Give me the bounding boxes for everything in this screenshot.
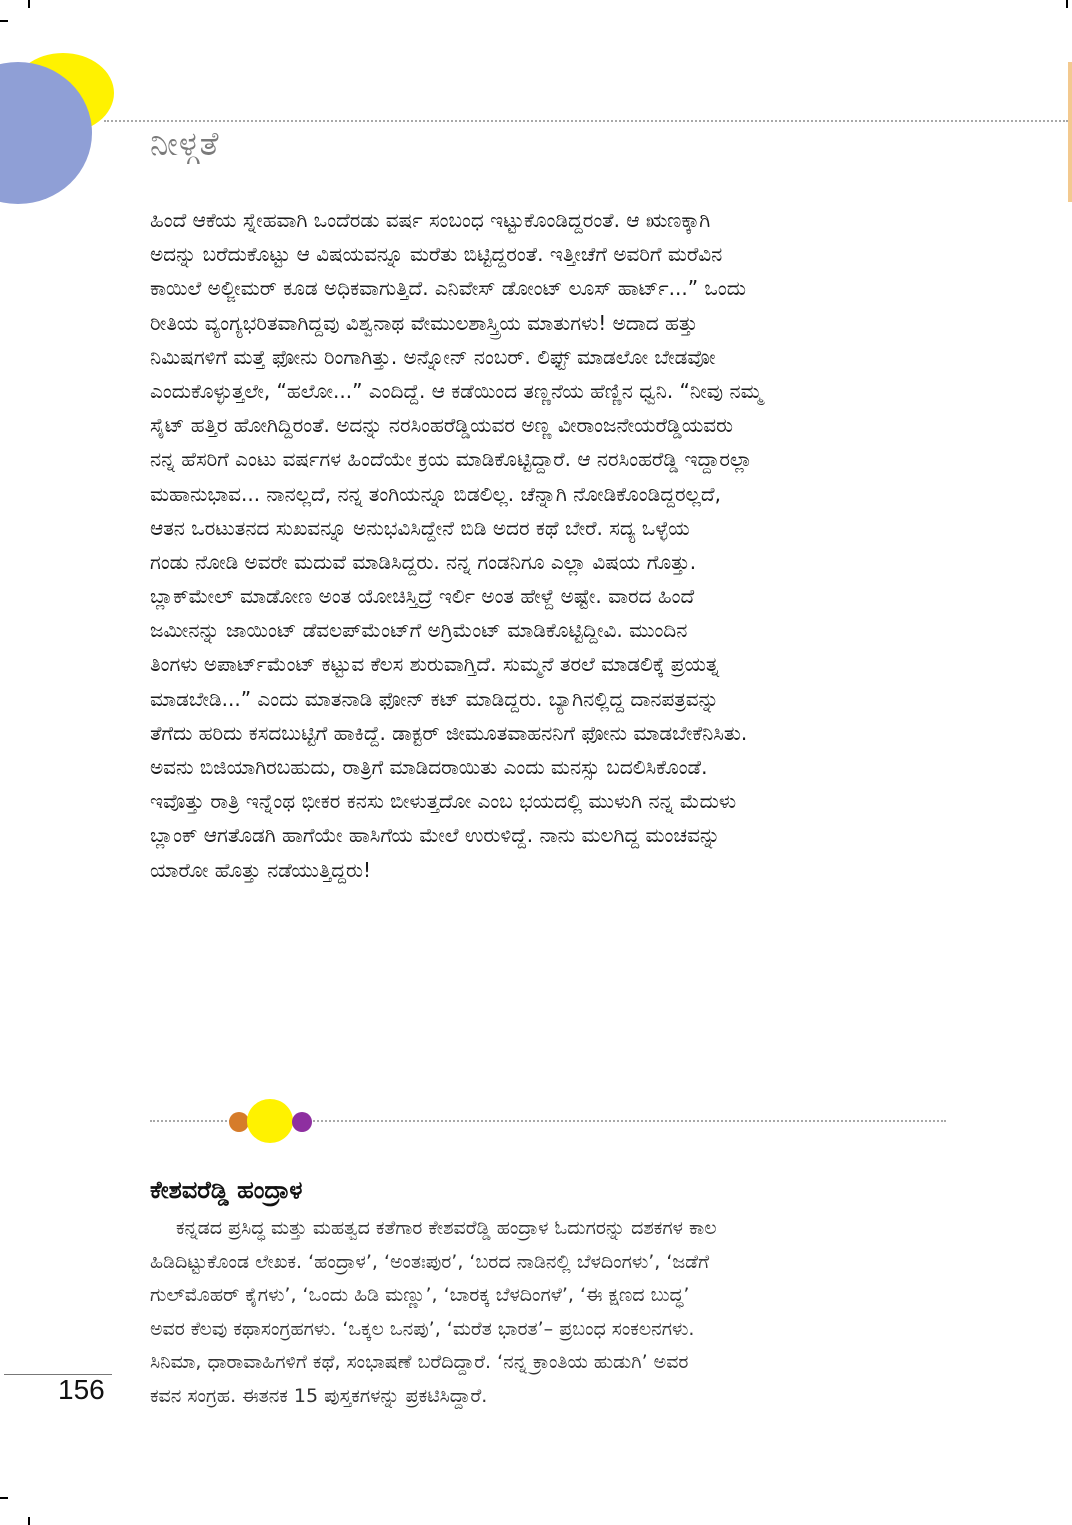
crop-mark — [28, 1517, 30, 1525]
story-line: ತಿಂಗಳು ಅಪಾರ್ಟ್‌ಮೆಂಟ್ ಕಟ್ಟುವ ಕೆಲಸ ಶುರುವಾಗ್ತಿದೆ. ಸುಮ್ಮನೆ ತರಲೆ ಮಾಡಲಿಕ್ಕೆ ಪ್ರಯತ್ನ — [150, 652, 720, 677]
story-line: ಆತನ ಒರಟುತನದ ಸುಖವನ್ನೂ ಅನುಭವಿಸಿದ್ದೇನೆ ಬಿಡಿ ಅದರ ಕಥೆ ಬೇರೆ. ಸದ್ಯ ಒಳ್ಳೆಯ — [150, 515, 690, 540]
bio-line: ಗುಲ್‌ಮೊಹರ್ ಕೈಗಳು’, ‘ಒಂದು ಹಿಡಿ ಮಣ್ಣು’, ‘ಬಾರಕ್ಕ ಬೆಳದಿಂಗಳೆ’, ‘ಈ ಕ್ಷಣದ ಬುದ್ಧ’ — [150, 1284, 690, 1307]
bio-line: ಅವರ ಕೆಲವು ಕಥಾಸಂಗ್ರಹಗಳು. ‘ಒಕ್ಕಲ ಒನಪು’, ‘ಮರೆತ ಭಾರತ’– ಪ್ರಬಂಧ ಸಂಕಲನಗಳು. — [150, 1317, 695, 1340]
story-line: ರೀತಿಯ ವ್ಯಂಗ್ಯಭರಿತವಾಗಿದ್ದವು ವಿಶ್ವನಾಥ ವೇಮುಲಶಾಸ್ತ್ರಿಯ ಮಾತುಗಳು! ಅದಾದ ಹತ್ತು — [150, 310, 698, 335]
story-line: ನಿಮಿಷಗಳಿಗೆ ಮತ್ತೆ ಫೋನು ರಿಂಗಾಗಿತ್ತು. ಅನ್ನೋನ್ ನಂಬರ್. ಲಿಫ್ಟ್ ಮಾಡಲೋ ಬೇಡವೋ — [150, 344, 716, 369]
header-dotted-rule — [104, 120, 1068, 122]
separator-purple-dot — [292, 1112, 312, 1132]
crop-mark — [28, 0, 30, 8]
edge-color-bar — [1068, 62, 1072, 202]
bio-line: ಕವನ ಸಂಗ್ರಹ. ಈತನಕ 15 ಪುಸ್ತಕಗಳನ್ನು ಪ್ರಕಟಿಸಿದ್ದಾರೆ. — [150, 1384, 488, 1407]
story-line: ಎಂದುಕೊಳ್ಳುತ್ತಲೇ, “ಹಲೋ...” ಎಂದಿದ್ದೆ. ಆ ಕಡೆಯಿಂದ ತಣ್ಣನೆಯ ಹೆಣ್ಣಿನ ಧ್ವನಿ. “ನೀವು ನಮ್ಮ — [150, 378, 763, 403]
bio-line: ಹಿಡಿದಿಟ್ಟುಕೊಂಡ ಲೇಖಕ. ‘ಹಂದ್ರಾಳ’, ‘ಅಂತಃಪುರ’, ‘ಬರದ ನಾಡಿನಲ್ಲಿ ಬೆಳದಿಂಗಳು’, ‘ಜಡೆಗೆ — [150, 1250, 710, 1273]
crop-mark — [0, 1497, 8, 1499]
page-number: 156 — [58, 1374, 105, 1405]
story-line: ಇವೊತ್ತು ರಾತ್ರಿ ಇನ್ನೆಂಥ ಭೀಕರ ಕನಸು ಬೀಳುತ್ತದೋ ಎಂಬ ಭಯದಲ್ಲಿ ಮುಳುಗಿ ನನ್ನ ಮೆದುಳು — [150, 789, 737, 814]
author-bio — [150, 1212, 950, 1414]
story-line: ತೆಗೆದು ಹರಿದು ಕಸದಬುಟ್ಟಿಗೆ ಹಾಕಿದ್ದೆ. ಡಾಕ್ಟರ್ ಜೀಮೂತವಾಹನನಿಗೆ ಫೋನು ಮಾಡಬೇಕೆನಿಸಿತು. — [150, 720, 748, 745]
story-line: ಮಹಾನುಭಾವ... ನಾನಲ್ಲದೆ, ನನ್ನ ತಂಗಿಯನ್ನೂ ಬಿಡಲಿಲ್ಲ. ಚೆನ್ನಾಗಿ ನೋಡಿಕೊಂಡಿದ್ದರಲ್ಲದೆ, — [150, 481, 721, 506]
story-line: ಮಾಡಬೇಡಿ...” ಎಂದು ಮಾತನಾಡಿ ಫೋನ್ ಕಟ್ ಮಾಡಿದ್ದರು. ಬ್ಯಾಗಿನಲ್ಲಿದ್ದ ದಾನಪತ್ರವನ್ನು — [150, 686, 719, 711]
story-line: ಬ್ಲಾಂಕ್ ಆಗತೊಡಗಿ ಹಾಗೆಯೇ ಹಾಸಿಗೆಯ ಮೇಲೆ ಉರುಳಿದ್ದೆ. ನಾನು ಮಲಗಿದ್ದ ಮಂಚವನ್ನು — [150, 823, 721, 848]
story-line: ನನ್ನ ಹೆಸರಿಗೆ ಎಂಟು ವರ್ಷಗಳ ಹಿಂದೆಯೇ ಕ್ರಯ ಮಾಡಿಕೊಟ್ಟಿದ್ದಾರೆ. ಆ ನರಸಿಂಹರೆಡ್ಡಿ ಇದ್ದಾರಲ್ಲಾ — [150, 447, 753, 472]
story-body — [150, 203, 950, 887]
separator-yellow-dot — [247, 1099, 293, 1143]
separator-orange-dot — [229, 1112, 249, 1132]
author-name: ಕೇಶವರೆಡ್ಡಿ ಹಂದ್ರಾಳ — [150, 1176, 303, 1204]
crop-mark — [0, 20, 8, 22]
story-line: ಹಿಂದೆ ಆಕೆಯ ಸ್ನೇಹವಾಗಿ ಒಂದೆರಡು ವರ್ಷ ಸಂಬಂಧ ಇಟ್ಟುಕೊಂಡಿದ್ದರಂತೆ. ಆ ಋಣಕ್ಕಾಗಿ — [150, 208, 711, 232]
story-line: ಗಂಡು ನೋಡಿ ಅವರೇ ಮದುವೆ ಮಾಡಿಸಿದ್ದರು. ನನ್ನ ಗಂಡನಿಗೂ ಎಲ್ಲಾ ವಿಷಯ ಗೊತ್ತು. — [150, 549, 697, 574]
story-line: ಕಾಯಿಲೆ ಅಲ್ಜೀಮರ್ ಕೂಡ ಅಧಿಕವಾಗುತ್ತಿದೆ. ಎನಿವೇಸ್ ಡೋಂಟ್ ಲೂಸ್ ಹಾರ್ಟ್...” ಒಂದು — [150, 276, 746, 301]
crop-mark — [1066, 0, 1068, 8]
story-line: ಜಮೀನನ್ನು ಜಾಯಿಂಟ್ ಡೆವಲಪ್‌ಮೆಂಟ್‌ಗೆ ಅಗ್ರಿಮೆಂಟ್ ಮಾಡಿಕೊಟ್ಟಿದ್ದೀವಿ. ಮುಂದಿನ — [150, 618, 688, 643]
story-line: ಅದನ್ನು ಬರೆದುಕೊಟ್ಟು ಆ ವಿಷಯವನ್ನೂ ಮರೆತು ಬಿಟ್ಟಿದ್ದರಂತೆ. ಇತ್ತೀಚೆಗೆ ಅವರಿಗೆ ಮರೆವಿನ — [150, 242, 723, 267]
story-line: ಬ್ಲಾಕ್‌ಮೇಲ್ ಮಾಡೋಣ ಅಂತ ಯೋಚಿಸ್ತಿದ್ರೆ ಇರ್ಲಿ ಅಂತ ಹೇಳ್ದೆ ಅಷ್ಟೇ. ವಾರದ ಹಿಂದೆ — [150, 584, 695, 609]
bio-line: ಕನ್ನಡದ ಪ್ರಸಿದ್ಧ ಮತ್ತು ಮಹತ್ವದ ಕತೆಗಾರ ಕೇಶವರೆಡ್ಡಿ ಹಂದ್ರಾಳ ಓದುಗರನ್ನು ದಶಕಗಳ ಕಾಲ — [176, 1217, 717, 1239]
story-line: ಅವನು ಬಿಜಿಯಾಗಿರಬಹುದು, ರಾತ್ರಿಗೆ ಮಾಡಿದರಾಯಿತು ಎಂದು ಮನಸ್ಸು ಬದಲಿಸಿಕೊಂಡೆ. — [150, 755, 708, 779]
story-line: ಸೈಟ್ ಹತ್ತಿರ ಹೋಗಿದ್ದಿರಂತೆ. ಅದನ್ನು ನರಸಿಂಹರೆಡ್ಡಿಯವರ ಅಣ್ಣ ವೀರಾಂಜನೇಯರೆಡ್ಡಿಯವರು — [150, 413, 734, 438]
story-line: ಯಾರೋ ಹೊತ್ತು ನಡೆಯುತ್ತಿದ್ದರು! — [150, 857, 371, 882]
section-heading: ನೀಳ್ಗತೆ — [150, 124, 220, 163]
bio-line: ಸಿನಿಮಾ, ಧಾರಾವಾಹಿಗಳಿಗೆ ಕಥೆ, ಸಂಭಾಷಣೆ ಬರೆದಿದ್ದಾರೆ. ‘ನನ್ನ ಕ್ರಾಂತಿಯ ಹುಡುಗಿ’ ಅವರ — [150, 1351, 689, 1374]
